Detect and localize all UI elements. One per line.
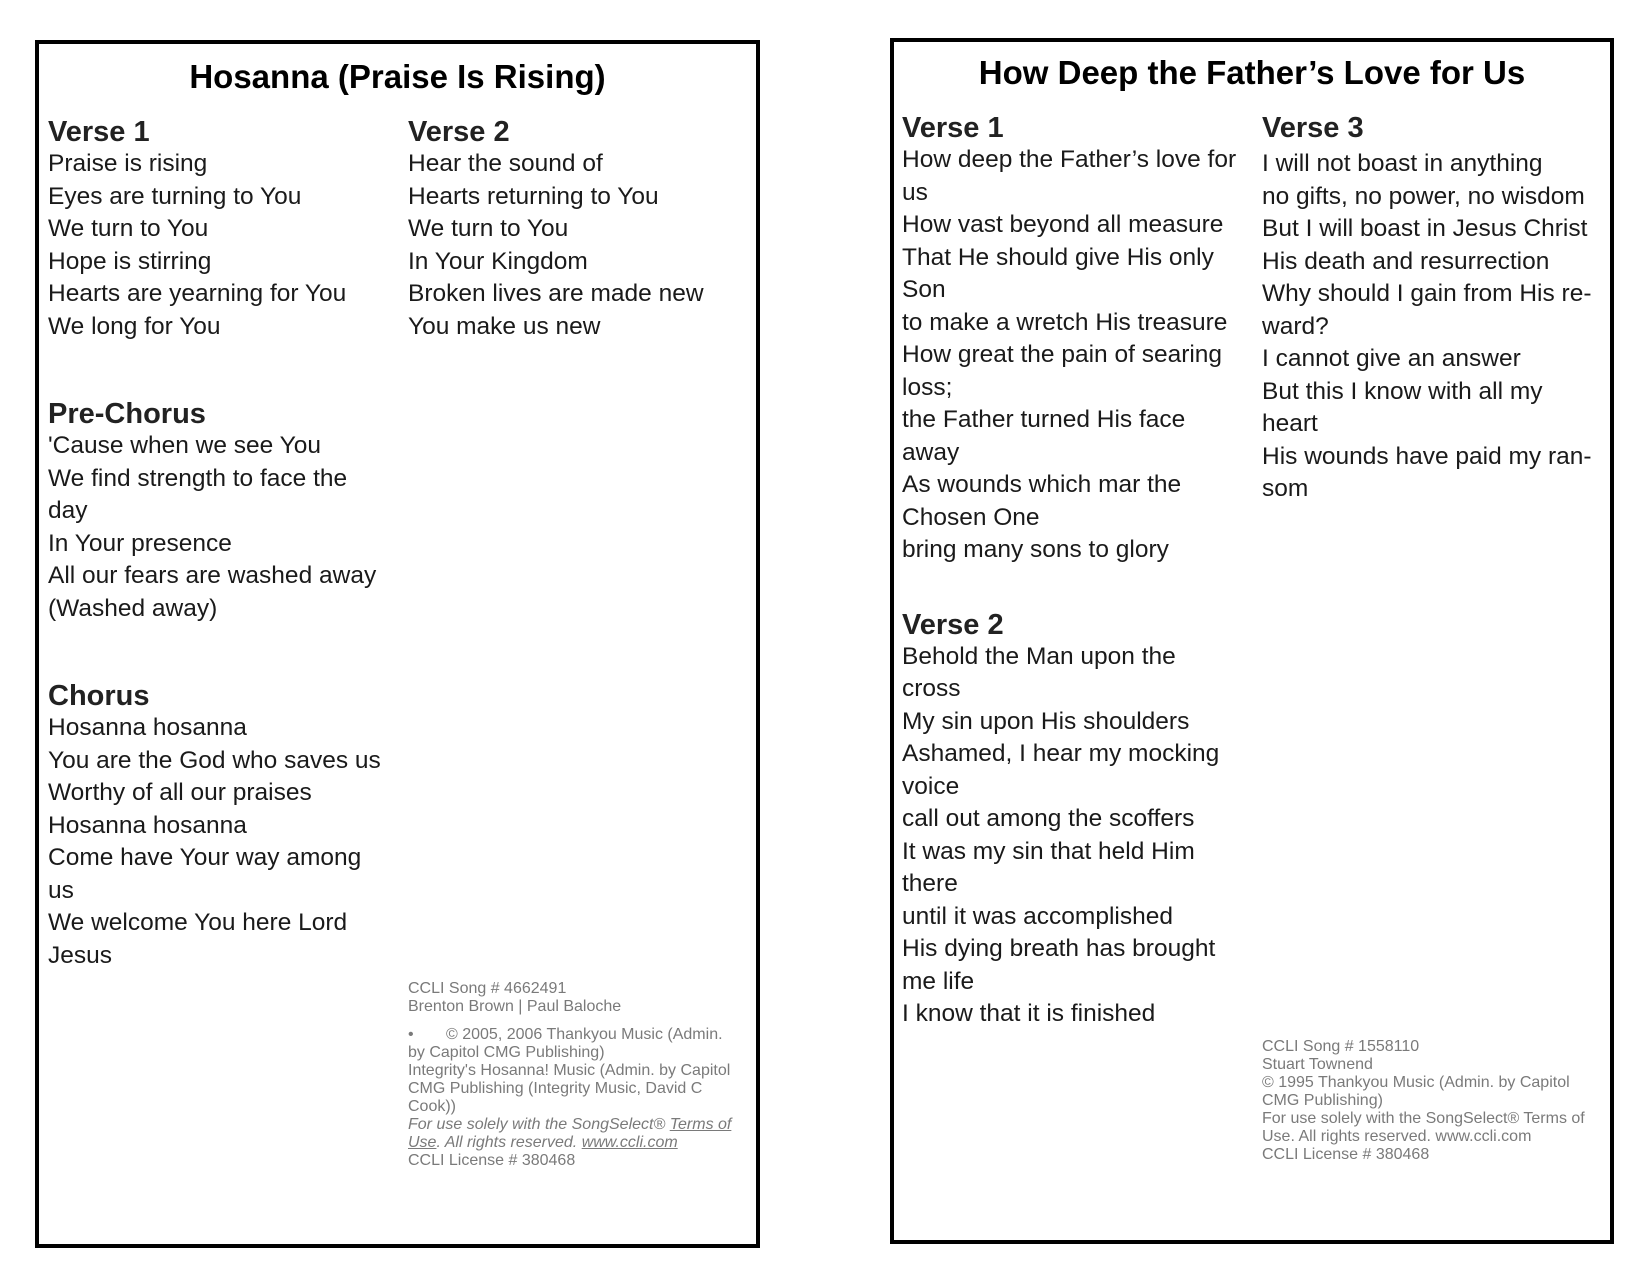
lyric-line: I will not boast in anything: [1262, 150, 1543, 177]
lyric-line: call out among the scoffers: [902, 805, 1195, 832]
lyric-line: In Your presence: [48, 529, 232, 557]
copyright-line: • © 2005, 2006 Thankyou Music (Admin.: [408, 1026, 723, 1043]
lyric-line: Hearts returning to You: [408, 182, 659, 210]
lyric-line: Hosanna hosanna: [48, 811, 247, 839]
section-verse-2: [408, 116, 748, 343]
left-column: [902, 112, 1254, 1031]
ccli-credits: [1262, 1038, 1607, 1164]
lyric-line: us: [48, 876, 74, 904]
section-heading: Verse 1: [902, 112, 1004, 144]
terms-of-use-link[interactable]: Use: [408, 1134, 437, 1151]
lyric-line: no gifts, no power, no wisdom: [1262, 182, 1585, 210]
lyric-lines: [408, 148, 748, 343]
lyric-line: Hear the sound of: [408, 150, 603, 177]
copyright-line: CMG Publishing (Integrity Music, David C: [408, 1080, 703, 1097]
lyric-line: His wounds have paid my ran-: [1262, 442, 1592, 470]
lyric-line: Ashamed, I hear my mocking: [902, 740, 1220, 767]
lyric-line: ward?: [1262, 312, 1329, 340]
lyric-line: Come have Your way among: [48, 844, 362, 871]
lyric-line: His dying breath has brought: [902, 935, 1216, 962]
ccli-song-number: CCLI Song # 1558110: [1262, 1038, 1420, 1055]
lyric-line: How great the pain of searing: [902, 341, 1223, 368]
lyric-line: How deep the Father’s love for: [902, 146, 1237, 173]
lyric-line: voice: [902, 772, 960, 800]
lyric-line: us: [902, 178, 928, 206]
copyright-line: © 1995 Thankyou Music (Admin. by Capitol: [1262, 1074, 1570, 1091]
section-heading: Pre-Chorus: [48, 398, 206, 430]
lyric-line: cross: [902, 675, 961, 702]
section-chorus: [48, 680, 398, 972]
lyric-line: Hearts are yearning for You: [48, 280, 347, 307]
lyric-line: Hosanna hosanna: [48, 714, 247, 741]
lyric-line: Why should I gain from His re-: [1262, 280, 1592, 307]
section-verse-3: [1262, 112, 1602, 506]
lyric-line: It was my sin that held Him: [902, 837, 1195, 865]
terms-line: For use solely with the SongSelect® Terms of: [408, 1116, 732, 1133]
lyric-line: Broken lives are made new: [408, 280, 704, 307]
lyric-line: until it was accomplished: [902, 902, 1173, 930]
lyric-line: bring many sons to glory: [902, 536, 1169, 563]
terms-line: Use. All rights reserved. www.ccli.com: [408, 1134, 678, 1151]
lyric-line: Behold the Man upon the: [902, 642, 1176, 670]
ccli-credits: [408, 980, 748, 1170]
terms-line: For use solely with the SongSelect® Terms of: [1262, 1110, 1585, 1127]
lyric-line: Son: [902, 276, 946, 303]
song-authors: Stuart Townend: [1262, 1056, 1373, 1073]
section-heading: Verse 3: [1262, 112, 1364, 144]
lyric-line: loss;: [902, 373, 953, 401]
bullet-icon: •: [408, 1026, 414, 1043]
lyric-line: His death and resurrection: [1262, 247, 1550, 275]
song-sheet-hosanna: [35, 40, 760, 1248]
lyric-lines: [902, 144, 1254, 567]
section-pre-chorus: [48, 398, 398, 625]
lyric-line: day: [48, 497, 88, 524]
copyright-line: Integrity's Hosanna! Music (Admin. by Capitol: [408, 1062, 731, 1079]
lyric-line: We welcome You here Lord: [48, 909, 348, 936]
lyric-line: We find strength to face the: [48, 464, 348, 492]
lyric-line: You are the God who saves us: [48, 746, 381, 774]
lyric-line: heart: [1262, 410, 1318, 437]
lyric-line: But I will boast in Jesus Christ: [1262, 215, 1588, 242]
lyric-line: But this I know with all my: [1262, 377, 1543, 405]
copyright-line: Cook)): [408, 1098, 457, 1115]
song-authors: Brenton Brown | Paul Baloche: [408, 998, 622, 1015]
ccli-license: CCLI License # 380468: [1262, 1146, 1430, 1163]
ccli-song-number: CCLI Song # 4662491: [408, 980, 567, 997]
lyric-line: I cannot give an answer: [1262, 345, 1521, 372]
section-verse-2: [902, 609, 1254, 1031]
left-column: [48, 116, 398, 972]
song-title: Hosanna (Praise Is Rising): [189, 58, 606, 95]
lyric-line: there: [902, 870, 958, 897]
section-verse-1: [902, 112, 1254, 567]
lyric-line: As wounds which mar the: [902, 471, 1182, 498]
lyric-lines: [1262, 148, 1602, 506]
lyric-line: In Your Kingdom: [408, 247, 588, 275]
right-column: [408, 116, 748, 343]
lyric-line: Hope is stirring: [48, 247, 212, 275]
lyric-line: We turn to You: [408, 215, 569, 242]
lyric-line: the Father turned His face: [902, 406, 1186, 433]
section-heading: Verse 2: [408, 116, 510, 148]
song-sheet-how-deep: [890, 38, 1614, 1244]
lyric-lines: [48, 148, 398, 343]
lyric-line: Worthy of all our praises: [48, 779, 312, 806]
section-heading: Verse 1: [48, 116, 150, 148]
lyric-line: (Washed away): [48, 594, 218, 622]
terms-line: Use. All rights reserved. www.ccli.com: [1262, 1128, 1532, 1145]
right-column: [1262, 112, 1602, 506]
lyric-lines: [902, 641, 1254, 1031]
lyric-line: Praise is rising: [48, 150, 208, 177]
lyric-line: All our fears are washed away: [48, 562, 377, 589]
lyric-lines: [48, 430, 398, 625]
copyright-line: by Capitol CMG Publishing): [408, 1044, 605, 1061]
lyric-line: I know that it is finished: [902, 1000, 1156, 1027]
lyric-line: My sin upon His shoulders: [902, 707, 1190, 735]
lyric-line: 'Cause when we see You: [48, 432, 322, 459]
lyric-line: We turn to You: [48, 215, 209, 242]
ccli-license: CCLI License # 380468: [408, 1152, 576, 1169]
copyright-line: CMG Publishing): [1262, 1092, 1383, 1109]
lyric-line: We long for You: [48, 312, 221, 340]
lyric-line: That He should give His only: [902, 243, 1214, 271]
section-heading: Verse 2: [902, 608, 1004, 641]
lyric-line: You make us new: [408, 312, 601, 340]
section-verse-1: [48, 116, 398, 343]
lyric-line: som: [1262, 475, 1309, 502]
ccli-website-link[interactable]: www.ccli.com: [581, 1134, 678, 1151]
lyric-line: Jesus: [48, 941, 113, 969]
lyric-line: me life: [902, 967, 975, 995]
lyric-line: away: [902, 438, 960, 466]
lyric-line: How vast beyond all measure: [902, 211, 1224, 238]
terms-of-use-link[interactable]: Terms of: [669, 1116, 732, 1133]
lyric-line: to make a wretch His treasure: [902, 308, 1228, 336]
lyric-line: Chosen One: [902, 503, 1040, 531]
lyric-line: Eyes are turning to You: [48, 182, 302, 210]
lyric-lines: [48, 712, 398, 972]
section-heading: Chorus: [48, 680, 150, 712]
song-title: How Deep the Father’s Love for Us: [978, 54, 1526, 91]
